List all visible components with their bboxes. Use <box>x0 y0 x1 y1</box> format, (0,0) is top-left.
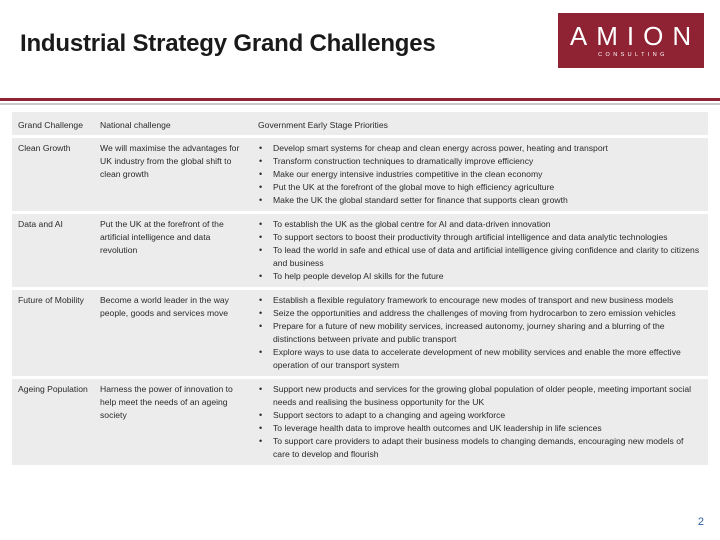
priorities-list <box>258 294 702 372</box>
national-challenge-cell: We will maximise the advantages for UK industry from the global shift to clean growth <box>100 143 240 179</box>
priority-item: • To leverage health data to improve health outcomes and UK leadership in life sciences <box>258 422 702 435</box>
header-grand-challenge: Grand Challenge <box>18 120 83 130</box>
table-row <box>12 290 708 376</box>
priority-item: • To support sectors to boost their productivity through artificial intelligence and data analytic technologies <box>258 231 702 244</box>
header-national-challenge: National challenge <box>100 120 171 130</box>
priority-item: • Seize the opportunities and address the challenges of moving from hydrocarbon to zero emission vehicles <box>258 307 702 320</box>
priorities-cell <box>252 138 708 211</box>
logo-name: AMION <box>569 21 701 51</box>
amion-logo <box>558 13 704 68</box>
logo-tagline: CONSULTING <box>598 52 668 58</box>
national-challenge-cell: Put the UK at the forefront of the artificial intelligence and data revolution <box>100 219 224 255</box>
page-number: 2 <box>697 516 704 528</box>
national-challenge-cell: Become a world leader in the way people, goods and services move <box>100 295 229 318</box>
grand-challenge-cell: Ageing Population <box>18 384 88 394</box>
table-body <box>12 138 708 465</box>
national-challenge-cell: Harness the power of innovation to help meet the needs of an ageing society <box>100 384 233 420</box>
priority-item: • Develop smart systems for cheap and clean energy across power, heating and transport <box>258 142 702 155</box>
priority-item: • Explore ways to use data to accelerate development of new mobility services and enable the more effective operation of our transport system <box>258 346 702 372</box>
priority-item: • To lead the world in safe and ethical use of data and artificial intelligence giving confidence and clarity to citizens and business <box>258 244 702 270</box>
priorities-cell <box>252 290 708 376</box>
table-header-row <box>12 112 708 135</box>
priorities-list <box>258 218 702 283</box>
priority-item: • To establish the UK as the global centre for AI and data-driven innovation <box>258 218 702 231</box>
priorities-list <box>258 142 702 207</box>
priority-item: • Make the UK the global standard setter for finance that supports clean growth <box>258 194 702 207</box>
grand-challenge-cell: Data and AI <box>18 219 63 229</box>
header-priorities: Government Early Stage Priorities <box>258 120 388 130</box>
page-title: Industrial Strategy Grand Challenges <box>20 30 436 57</box>
grand-challenge-cell: Clean Growth <box>18 143 71 153</box>
priority-item: • Transform construction techniques to dramatically improve efficiency <box>258 155 702 168</box>
priority-item: • Make our energy intensive industries competitive in the clean economy <box>258 168 702 181</box>
priorities-cell <box>252 379 708 465</box>
header-rule-dark <box>0 98 720 101</box>
grand-challenge-cell: Future of Mobility <box>18 295 84 305</box>
priority-item: • Support sectors to adapt to a changing and ageing workforce <box>258 409 702 422</box>
priority-item: • To support care providers to adapt their business models to changing demands, encouraging new models of care to develop and flourish <box>258 435 702 461</box>
table-row <box>12 379 708 465</box>
table-row <box>12 214 708 287</box>
priorities-cell <box>252 214 708 287</box>
priority-item: • Put the UK at the forefront of the global move to high efficiency agriculture <box>258 181 702 194</box>
priority-item: • Establish a flexible regulatory framework to encourage new modes of transport and new business models <box>258 294 702 307</box>
table-row <box>12 138 708 211</box>
priority-item: • To help people develop AI skills for the future <box>258 270 702 283</box>
header-rule-light <box>0 103 720 105</box>
priorities-list <box>258 383 702 461</box>
priority-item: • Prepare for a future of new mobility services, increased autonomy, journey sharing and a blurring of the distinctions between private and public transport <box>258 320 702 346</box>
grand-challenges-table <box>12 112 708 468</box>
priority-item: • Support new products and services for the growing global population of older people, meeting important social needs and realising the business opportunity for the UK <box>258 383 702 409</box>
